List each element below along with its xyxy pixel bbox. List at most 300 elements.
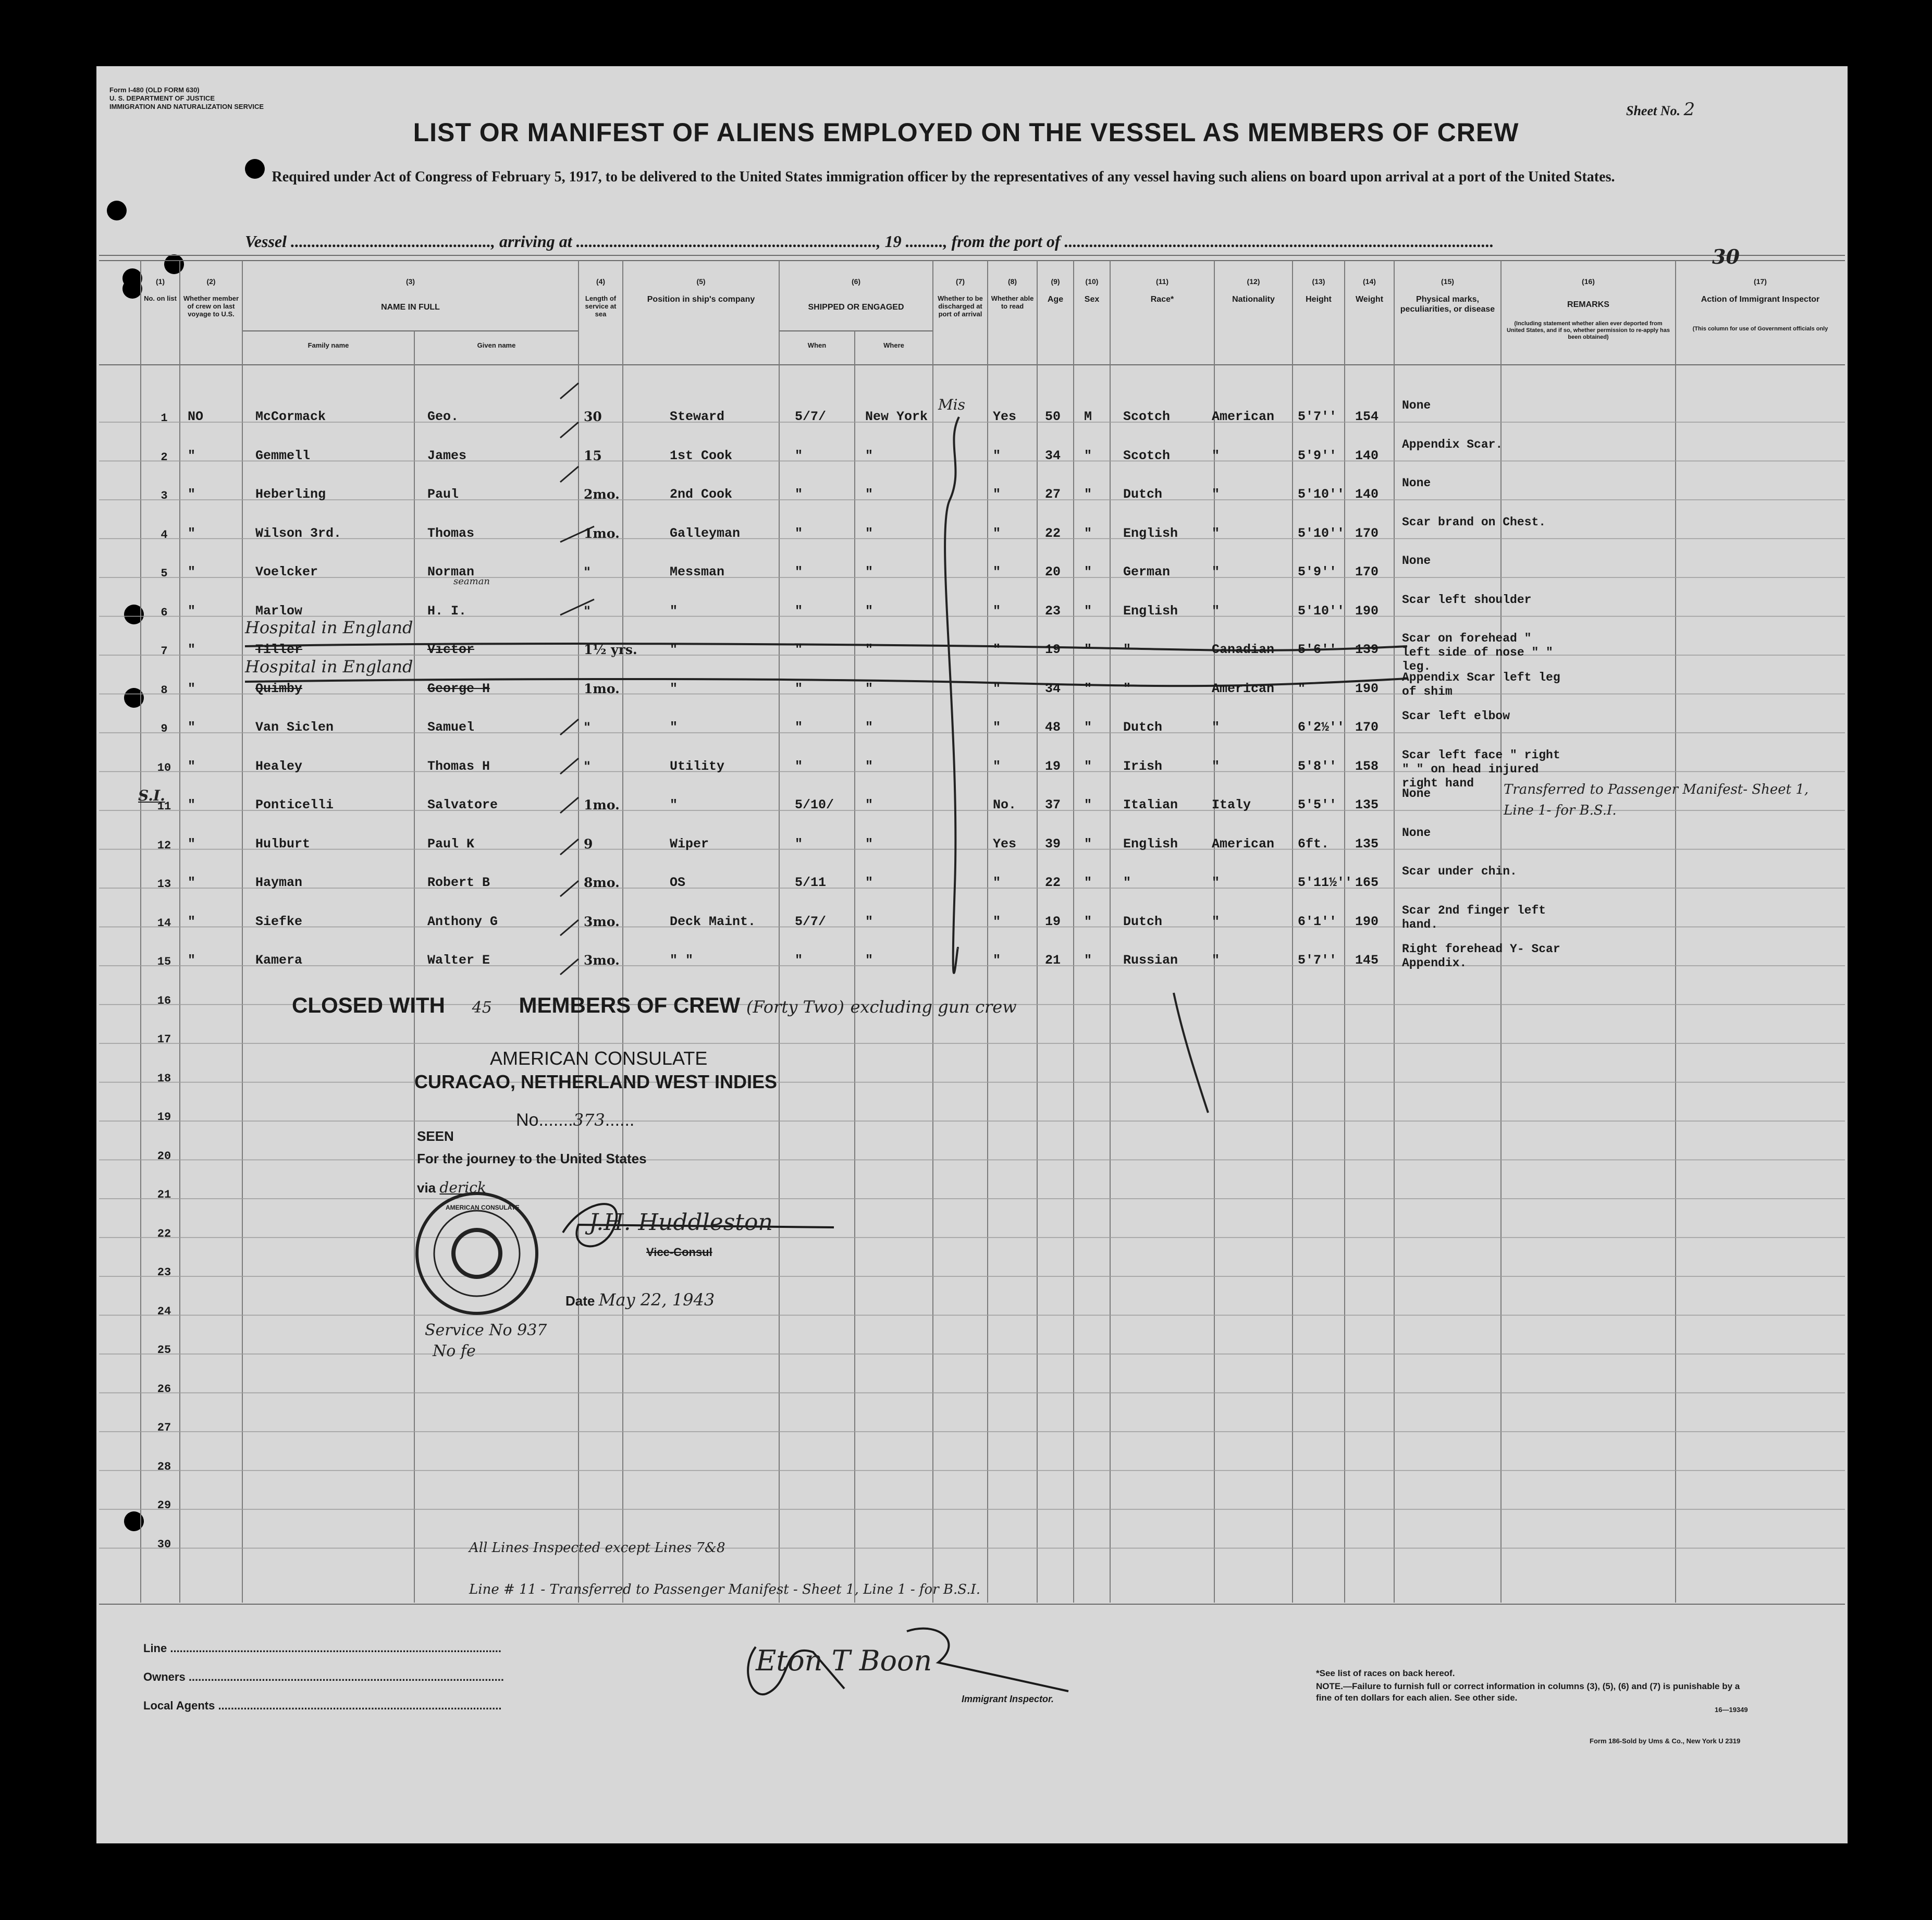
cell-family: Siefke: [255, 914, 303, 929]
cell-weight: 154: [1355, 409, 1379, 424]
vice-consul-label: Vice-Consul: [646, 1246, 712, 1259]
cell-when: 5/7/: [795, 914, 827, 929]
cell-nationality: ": [1212, 953, 1220, 968]
race-note: *See list of races on back hereof.: [1316, 1668, 1455, 1678]
cell-position: ": [670, 797, 678, 813]
row-number: 3: [161, 489, 168, 502]
row-number: 19: [157, 1111, 171, 1124]
cell-crew: ": [188, 720, 196, 735]
inspection-note-2: Line # 11 - Transferred to Passenger Manifest - Sheet 1, Line 1 - for B.S.I.: [469, 1582, 980, 1597]
cell-marks: Right forehead Y- Scar Appendix.: [1402, 942, 1560, 970]
cell-sex: M: [1084, 409, 1092, 424]
cell-height: 5'5'': [1298, 797, 1337, 813]
cell-nationality: ": [1212, 758, 1220, 774]
cell-read: ": [993, 603, 1001, 619]
cell-service: 1mo.: [584, 797, 620, 813]
cell-when: 5/7/: [795, 409, 827, 424]
cell-marks: Appendix Scar.: [1402, 437, 1503, 451]
cell-marks: Scar left shoulder: [1402, 593, 1532, 607]
cell-read: Yes: [993, 409, 1017, 424]
closed-stamp: [292, 993, 1017, 1018]
cell-weight: 165: [1355, 875, 1379, 890]
cell-crew: ": [188, 758, 196, 774]
cell-marks: Appendix Scar left leg of shim: [1402, 670, 1560, 698]
consul-no-label: No.: [516, 1110, 544, 1130]
column-number: (16): [1582, 277, 1595, 286]
column-number: (13): [1312, 277, 1325, 286]
cell-height: 5'9'': [1298, 448, 1337, 463]
cell-when: 5/10/: [795, 797, 834, 813]
cell-height: 5'11½'': [1298, 875, 1353, 890]
cell-nationality: ": [1212, 914, 1220, 929]
cell-race: ": [1123, 681, 1131, 696]
cell-race: Dutch: [1123, 914, 1163, 929]
cell-where: ": [865, 797, 873, 813]
cell-race: English: [1123, 603, 1178, 619]
cell-service: 3mo.: [584, 953, 620, 968]
seal-text: AMERICAN CONSULATE: [446, 1204, 520, 1211]
cell-read: ": [993, 953, 1001, 968]
date-line: [565, 1290, 715, 1310]
cell-sex: ": [1084, 564, 1092, 580]
cell-family: Ponticelli: [255, 797, 334, 813]
row-number: 2: [161, 450, 168, 464]
forty-two-note: (Forty Two): [746, 997, 844, 1017]
cell-read: ": [993, 681, 1001, 696]
cell-marks: None: [1402, 399, 1431, 412]
column-number: (15): [1441, 277, 1454, 286]
cell-weight: 158: [1355, 758, 1379, 774]
row-number: 9: [161, 722, 168, 735]
column-label: Weight: [1355, 295, 1384, 304]
form-id-line: Form I-480 (OLD FORM 630): [109, 86, 200, 94]
cell-position: ": [670, 642, 678, 657]
printer-note: Form 186-Sold by Ums & Co., New York U 2319: [1590, 1737, 1741, 1745]
column-number: (5): [696, 277, 706, 286]
cell-where: ": [865, 525, 873, 541]
cell-race: Russian: [1123, 953, 1178, 968]
cell-race: ": [1123, 642, 1131, 657]
cell-crew: ": [188, 642, 196, 657]
cell-given: Geo.: [427, 409, 459, 424]
cell-where: ": [865, 603, 873, 619]
cell-height: 5'6'': [1298, 642, 1337, 657]
hospital-note-row7: Hospital in England: [245, 618, 413, 637]
cell-position: Messman: [670, 564, 725, 580]
cell-weight: 135: [1355, 797, 1379, 813]
cell-family: Marlow: [255, 603, 303, 619]
cell-given: H. I.: [427, 603, 467, 619]
row-number: 11: [157, 800, 171, 813]
cell-sex: ": [1084, 953, 1092, 968]
sheet-number: [1626, 99, 1695, 120]
seaman-note: seaman: [453, 576, 490, 587]
cell-position: " ": [670, 953, 694, 968]
cell-height: 6'2½'': [1298, 720, 1345, 735]
cell-service: 8mo.: [584, 875, 620, 890]
cell-when: ": [795, 642, 803, 657]
penalty-note: NOTE.—Failure to furnish full or correct information in columns (3), (5), (6) and (7) is punishable by a fine of ten dollars for each alien. See other side.: [1316, 1681, 1740, 1703]
cell-sex: ": [1084, 720, 1092, 735]
cell-given: Norman: [427, 564, 475, 580]
cell-height: 6'1'': [1298, 914, 1337, 929]
cell-crew: ": [188, 875, 196, 890]
row-number: 23: [157, 1266, 171, 1279]
column-label: Age: [1047, 295, 1064, 304]
column-number: (14): [1363, 277, 1376, 286]
sheet-value: 2: [1683, 99, 1695, 120]
cell-crew: ": [188, 681, 196, 696]
cell-service: 9: [584, 836, 593, 852]
cell-crew: ": [188, 836, 196, 852]
cell-crew: ": [188, 487, 196, 502]
form-id: [109, 86, 264, 111]
footer-owners-label: Owners ...................................................................................................: [143, 1670, 504, 1683]
no-fee: No fe: [433, 1342, 476, 1360]
row-number: 12: [157, 839, 171, 852]
cell-nationality: Italy: [1212, 797, 1251, 813]
row-number: 22: [157, 1227, 171, 1240]
cell-given: James: [427, 448, 467, 463]
cell-nationality: ": [1212, 564, 1220, 580]
row-number: 25: [157, 1344, 171, 1357]
cell-nationality: Canadian: [1212, 642, 1275, 657]
cell-where: ": [865, 836, 873, 852]
closed-label: CLOSED WITH: [292, 993, 445, 1017]
row-number: 7: [161, 645, 168, 658]
cell-read: ": [993, 525, 1001, 541]
cell-age: 27: [1045, 487, 1061, 502]
cell-race: Irish: [1123, 758, 1163, 774]
cell-service: 1mo.: [584, 525, 620, 541]
cell-where: ": [865, 720, 873, 735]
column-label: REMARKS: [1567, 300, 1609, 309]
cell-marks: Scar 2nd finger left hand.: [1402, 903, 1546, 931]
cell-weight: 170: [1355, 720, 1379, 735]
excluding-note: excluding gun crew: [850, 997, 1017, 1017]
cell-service: 3mo.: [584, 914, 620, 929]
column-number: (2): [206, 277, 216, 286]
cell-when: ": [795, 836, 803, 852]
cell-when: ": [795, 525, 803, 541]
cell-family: Gemmell: [255, 448, 311, 463]
cell-when: 5/11: [795, 875, 827, 890]
cell-sex: ": [1084, 758, 1092, 774]
closed-count: 45: [472, 999, 492, 1017]
cell-race: Scotch: [1123, 409, 1171, 424]
cell-height: 5'8'': [1298, 758, 1337, 774]
column-label: NAME IN FULL: [381, 303, 440, 312]
footer-agents-label: Local Agents .........................................................................................: [143, 1699, 502, 1712]
column-number: (4): [596, 277, 606, 286]
via-line: [417, 1179, 486, 1196]
row-number: 14: [157, 916, 171, 930]
column-label: Position in ship's company: [647, 295, 755, 304]
cell-age: 50: [1045, 409, 1061, 424]
cell-given: Thomas H: [427, 758, 490, 774]
cell-marks: None: [1402, 826, 1431, 840]
cell-height: 5'7'': [1298, 409, 1337, 424]
cell-weight: 190: [1355, 914, 1379, 929]
cell-age: 34: [1045, 448, 1061, 463]
column-number: (1): [155, 277, 165, 286]
vessel-line: Vessel ................................................, arriving at ........................................................................, 19 ........., from the port of .......................................................................................................: [245, 232, 1494, 251]
cell-given: Paul: [427, 487, 459, 502]
cell-when: ": [795, 564, 803, 580]
cell-where: ": [865, 953, 873, 968]
cell-sex: ": [1084, 797, 1092, 813]
cell-nationality: American: [1212, 681, 1275, 696]
cell-age: 39: [1045, 836, 1061, 852]
remark-row11: Transferred to Passenger Manifest- Sheet 1, Line 1- for B.S.I.: [1504, 782, 1809, 818]
column-label: Nationality: [1232, 295, 1275, 304]
cell-when: ": [795, 681, 803, 696]
cell-service: ": [584, 758, 591, 774]
service-number: Service No 937: [425, 1321, 547, 1339]
cell-discharged: Mis: [938, 396, 965, 413]
cell-height: 5'10'': [1298, 487, 1345, 502]
cell-given: Anthony G: [427, 914, 498, 929]
column-number: (10): [1085, 277, 1099, 286]
cell-marks: Scar on forehead " left side of nose " " leg.: [1402, 632, 1553, 673]
cell-where: ": [865, 448, 873, 463]
cell-height: 6ft.: [1298, 836, 1330, 852]
cell-crew: ": [188, 564, 196, 580]
vice-consul-signature: J.H. Huddleston: [589, 1209, 773, 1236]
row-number: 29: [157, 1499, 171, 1512]
cell-race: English: [1123, 525, 1178, 541]
consular-seal: [417, 1193, 537, 1313]
column-label: Height: [1306, 295, 1332, 304]
row-number: 17: [157, 1033, 171, 1046]
row-number: 10: [157, 761, 171, 774]
cell-position: Wiper: [670, 836, 709, 852]
date-label: Date: [565, 1293, 595, 1309]
cell-sex: ": [1084, 487, 1092, 502]
cell-given: George H: [427, 681, 490, 696]
sheet-label: Sheet No.: [1626, 103, 1680, 118]
cell-crew: ": [188, 448, 196, 463]
cell-given: Paul K: [427, 836, 475, 852]
cell-age: 23: [1045, 603, 1061, 619]
row-number: 6: [161, 606, 168, 619]
via-label: via: [417, 1180, 436, 1196]
cell-age: 21: [1045, 953, 1061, 968]
cell-when: ": [795, 448, 803, 463]
cell-read: ": [993, 758, 1001, 774]
cell-family: Kamera: [255, 953, 303, 968]
cell-family: Quimby: [255, 681, 303, 696]
cell-crew: ": [188, 603, 196, 619]
cell-where: ": [865, 914, 873, 929]
cell-race: Italian: [1123, 797, 1178, 813]
row-number: 24: [157, 1304, 171, 1318]
cell-race: ": [1123, 875, 1131, 890]
column-label: Physical marks, peculiarities, or disease: [1400, 295, 1495, 314]
cell-where: New York: [865, 409, 928, 424]
subheader-family: Family name: [307, 341, 349, 349]
page-title: LIST OR MANIFEST OF ALIENS EMPLOYED ON THE VESSEL AS MEMBERS OF CREW: [413, 118, 1519, 147]
cell-service: ": [584, 603, 591, 619]
column-label: SHIPPED OR ENGAGED: [808, 303, 904, 312]
cell-weight: 140: [1355, 448, 1379, 463]
row-number: 5: [161, 567, 168, 580]
column-number: (9): [1051, 277, 1060, 286]
subheader-inspector-note: (This column for use of Government officials only: [1692, 326, 1828, 332]
cell-nationality: ": [1212, 525, 1220, 541]
si-mark: S.I.: [138, 787, 165, 804]
cell-marks: Scar left elbow: [1402, 709, 1510, 723]
footer-line-label: Line ........................................................................................................: [143, 1642, 502, 1655]
cell-marks: None: [1402, 787, 1431, 801]
cell-position: ": [670, 720, 678, 735]
cell-height: 5'10'': [1298, 603, 1345, 619]
cell-weight: 190: [1355, 681, 1379, 696]
members-label: MEMBERS OF CREW: [519, 993, 741, 1017]
hospital-note-row8: Hospital in England: [245, 657, 413, 676]
row-number: 8: [161, 683, 168, 697]
cell-read: ": [993, 720, 1001, 735]
cell-nationality: American: [1212, 836, 1275, 852]
row-number: 26: [157, 1382, 171, 1396]
row-number: 16: [157, 994, 171, 1007]
cell-service: 15: [584, 448, 602, 463]
cell-sex: ": [1084, 525, 1092, 541]
cell-family: Hulburt: [255, 836, 311, 852]
cell-sex: ": [1084, 681, 1092, 696]
row-number: 4: [161, 528, 168, 541]
cell-crew: ": [188, 525, 196, 541]
column-label: Length of service at sea: [585, 294, 617, 318]
cell-given: Samuel: [427, 720, 475, 735]
cell-nationality: ": [1212, 487, 1220, 502]
cell-age: 22: [1045, 525, 1061, 541]
cell-where: ": [865, 564, 873, 580]
subheader-remarks-note: (Including statement whether alien ever deported from United States, and if so, whether permission to re-apply has been obtained): [1507, 321, 1670, 340]
cell-nationality: ": [1212, 875, 1220, 890]
cell-position: 2nd Cook: [670, 487, 733, 502]
cell-weight: 135: [1355, 836, 1379, 852]
cell-sex: ": [1084, 875, 1092, 890]
inspector-label: Immigrant Inspector.: [962, 1694, 1054, 1704]
via-value: derick: [439, 1179, 486, 1196]
corner-mark: 30: [1712, 245, 1740, 268]
column-label: Sex: [1084, 295, 1100, 304]
cell-service: 1½ yrs.: [584, 642, 637, 657]
cell-position: OS: [670, 875, 686, 890]
row-number: 28: [157, 1460, 171, 1473]
form-id-line: IMMIGRATION AND NATURALIZATION SERVICE: [109, 103, 264, 110]
cell-given: Salvatore: [427, 797, 498, 813]
cell-race: Scotch: [1123, 448, 1171, 463]
cell-position: Utility: [670, 758, 725, 774]
cell-service: ": [584, 720, 591, 735]
cell-crew: ": [188, 953, 196, 968]
cell-position: Galleyman: [670, 525, 741, 541]
cell-service: 2mo.: [584, 487, 620, 502]
cell-position: ": [670, 603, 678, 619]
cell-family: Hayman: [255, 875, 303, 890]
cell-age: 34: [1045, 681, 1061, 696]
cell-race: English: [1123, 836, 1178, 852]
column-label: Whether member of crew on last voyage to U.S.: [183, 294, 239, 318]
cell-when: ": [795, 758, 803, 774]
cell-where: ": [865, 758, 873, 774]
cell-race: Dutch: [1123, 720, 1163, 735]
journey-label: For the journey to the United States: [417, 1151, 647, 1166]
cell-age: 22: [1045, 875, 1061, 890]
cell-position: Steward: [670, 409, 725, 424]
seen-label: SEEN: [417, 1128, 454, 1144]
cell-family: Wilson 3rd.: [255, 525, 342, 541]
cell-age: 19: [1045, 914, 1061, 929]
subheader-where: Where: [883, 341, 904, 349]
cell-height: 5'10'': [1298, 525, 1345, 541]
cell-marks: None: [1402, 476, 1431, 490]
consulate-number: No.......373......: [516, 1110, 635, 1130]
cell-weight: 140: [1355, 487, 1379, 502]
cell-read: ": [993, 914, 1001, 929]
row-number: 27: [157, 1421, 171, 1434]
cell-position: 1st Cook: [670, 448, 733, 463]
column-number: (11): [1155, 277, 1169, 286]
print-code: 16—19349: [1715, 1706, 1748, 1714]
cell-where: ": [865, 487, 873, 502]
cell-sex: ": [1084, 603, 1092, 619]
row-number: 21: [157, 1188, 171, 1201]
cell-family: Tiller: [255, 642, 303, 657]
cell-service: ": [584, 564, 591, 580]
column-number: (8): [1007, 277, 1017, 286]
column-number: (17): [1754, 277, 1767, 286]
consulate-name: AMERICAN CONSULATE: [490, 1048, 708, 1069]
row-number: 15: [157, 955, 171, 968]
subheader-given: Given name: [477, 341, 516, 349]
cell-race: German: [1123, 564, 1171, 580]
cell-position: ": [670, 681, 678, 696]
cell-crew: ": [188, 914, 196, 929]
consul-no-value: 373: [573, 1110, 605, 1130]
cell-when: ": [795, 953, 803, 968]
cell-read: No.: [993, 797, 1017, 813]
cell-age: 19: [1045, 758, 1061, 774]
column-number: (6): [851, 277, 861, 286]
cell-read: ": [993, 448, 1001, 463]
cell-sex: ": [1084, 914, 1092, 929]
row-number: 20: [157, 1149, 171, 1163]
column-label: Whether to be discharged at port of arrival: [938, 294, 983, 318]
inspection-note-1: All Lines Inspected except Lines 7&8: [469, 1540, 725, 1556]
requirement-text: Required under Act of Congress of February 5, 1917, to be delivered to the United States immigration officer by the representatives of any vessel having such aliens on board upon arrival at a port of the United States.: [272, 169, 1615, 185]
cell-marks: Scar brand on Chest.: [1402, 515, 1546, 529]
cell-when: ": [795, 720, 803, 735]
cell-age: 37: [1045, 797, 1061, 813]
column-number: (3): [405, 277, 415, 286]
cell-where: ": [865, 681, 873, 696]
consulate-location: CURACAO, NETHERLAND WEST INDIES: [414, 1071, 778, 1092]
column-label: Whether able to read: [991, 294, 1034, 310]
cell-family: Heberling: [255, 487, 326, 502]
date-value: May 22, 1943: [598, 1290, 715, 1310]
cell-age: 19: [1045, 642, 1061, 657]
cell-read: ": [993, 642, 1001, 657]
cell-age: 20: [1045, 564, 1061, 580]
cell-given: Robert B: [427, 875, 490, 890]
cell-weight: 170: [1355, 525, 1379, 541]
cell-read: ": [993, 875, 1001, 890]
cell-nationality: American: [1212, 409, 1275, 424]
row-number: 30: [157, 1537, 171, 1551]
